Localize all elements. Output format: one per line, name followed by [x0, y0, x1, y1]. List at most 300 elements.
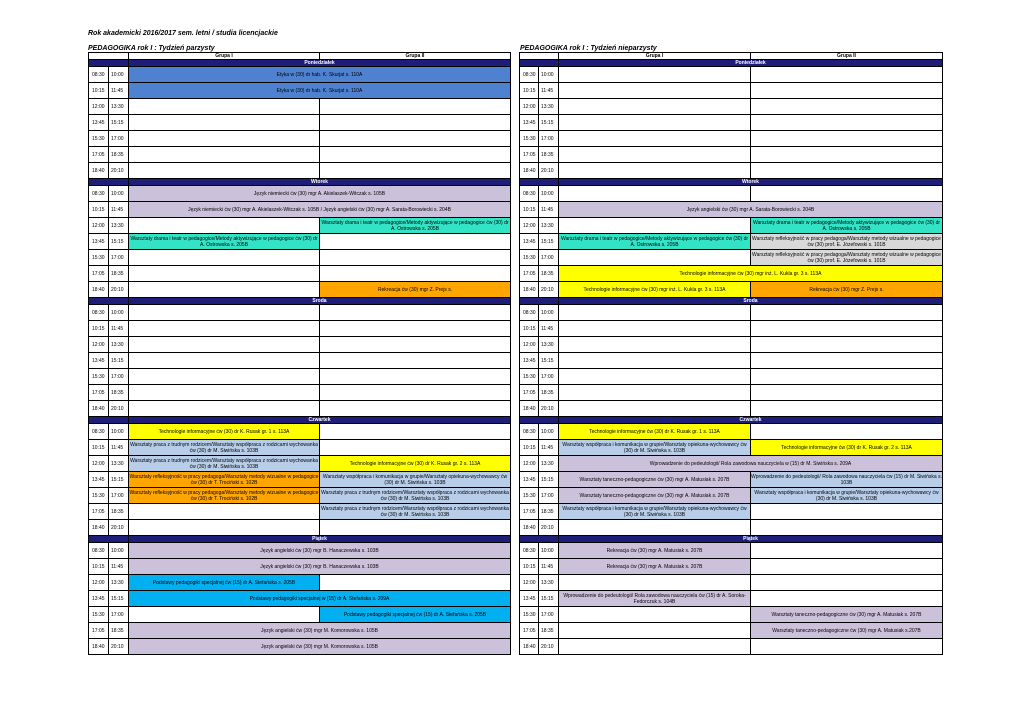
group-header: Grupa II: [320, 53, 511, 60]
empty-cell: [751, 575, 943, 591]
slot-end-time: 11:45: [539, 440, 559, 456]
slot-end-time: 17:00: [109, 488, 129, 504]
time-slot-row: [89, 369, 511, 385]
day-name: Środa: [559, 298, 943, 305]
class-cell: Warsztaty współpraca i komunikacja w grupie/Warsztaty opiekuna-wychowawcy ćw (30) dr M. Siwińska s. 103B: [751, 488, 943, 504]
slot-start-time: 17:05: [89, 385, 109, 401]
slot-end-time: 11:45: [109, 202, 129, 218]
slot-start-time: 08:30: [520, 186, 539, 202]
empty-cell: [559, 83, 751, 99]
time-slot-row: [89, 575, 511, 591]
empty-cell: [320, 337, 511, 353]
empty-cell: [320, 115, 511, 131]
slot-end-time: 20:10: [539, 401, 559, 417]
class-cell: Technologie informacyjne ćw (30) dr K. Rusak gr. 2 s. 113A: [751, 440, 943, 456]
empty-cell: [751, 115, 943, 131]
class-cell: Język angielski ćw (30) mgr B. Hanaczewska s. 103B: [129, 543, 511, 559]
schedule-table-odd: [519, 52, 943, 655]
time-slot-row: [89, 250, 511, 266]
empty-cell: [320, 575, 511, 591]
time-slot-row: [520, 99, 943, 115]
slot-end-time: 18:35: [539, 504, 559, 520]
slot-end-time: 13:30: [539, 337, 559, 353]
slot-start-time: 18:40: [89, 401, 109, 417]
time-slot-row: [520, 147, 943, 163]
time-slot-row: [89, 147, 511, 163]
time-slot-row: [520, 250, 943, 266]
time-slot-row: [520, 234, 943, 250]
day-name: Czwartek: [559, 417, 943, 424]
time-slot-row: [520, 369, 943, 385]
empty-cell: [751, 163, 943, 179]
day-header-row: [89, 298, 511, 305]
slot-start-time: 12:00: [89, 99, 109, 115]
time-slot-row: [520, 543, 943, 559]
slot-end-time: 20:10: [109, 282, 129, 298]
class-cell: Rekreacja ćw (30) mgr A. Matusiak s. 207B: [559, 559, 751, 575]
slot-start-time: 17:05: [89, 504, 109, 520]
time-slot-row: [89, 456, 511, 472]
time-slot-row: [520, 83, 943, 99]
slot-end-time: 13:30: [109, 575, 129, 591]
day-name: Środa: [129, 298, 511, 305]
slot-start-time: 15:30: [520, 250, 539, 266]
empty-cell: [129, 504, 320, 520]
empty-cell: [320, 131, 511, 147]
slot-end-time: 15:15: [109, 591, 129, 607]
document-title: Rok akademicki 2016/2017 sem. letni / studia licencjackie: [88, 30, 278, 37]
day-header-row: [520, 179, 943, 186]
class-cell: Wprowadzenie do pedeutologii/ Rola zawodowa nauczyciela ćw (15) dr M. Siwińska s. 103B: [751, 473, 942, 486]
time-slot-row: [89, 424, 511, 440]
slot-start-time: 12:00: [520, 575, 539, 591]
slot-end-time: 15:15: [539, 115, 559, 131]
time-slot-row: [520, 623, 943, 639]
day-name: Piątek: [129, 536, 511, 543]
slot-start-time: 17:05: [89, 147, 109, 163]
time-slot-row: [520, 321, 943, 337]
time-slot-row: [520, 424, 943, 440]
slot-end-time: 10:00: [109, 67, 129, 83]
slot-start-time: 12:00: [520, 99, 539, 115]
slot-end-time: 17:00: [539, 250, 559, 266]
day-name: Wtorek: [129, 179, 511, 186]
day-name: Czwartek: [129, 417, 511, 424]
time-slot-row: [89, 488, 511, 504]
empty-cell: [320, 163, 511, 179]
class-cell: Podstawy pedagogiki specjalnej w (15) dr A. Stefańska s. 209A: [129, 591, 511, 607]
slot-start-time: 08:30: [89, 186, 109, 202]
slot-end-time: 20:10: [109, 401, 129, 417]
slot-start-time: 15:30: [89, 131, 109, 147]
empty-cell: [320, 369, 511, 385]
time-slot-row: [520, 131, 943, 147]
slot-end-time: 15:15: [539, 353, 559, 369]
day-name: Wtorek: [559, 179, 943, 186]
class-cell: Wprowadzenie do pedeutologii/ Rola zawodowa nauczyciela ćw (15) dr A. Soroka-Fedorczuk s. 104B: [559, 591, 751, 607]
empty-cell: [320, 99, 511, 115]
day-bar-spacer: [89, 417, 129, 424]
group-header-row: [520, 53, 943, 60]
time-slot-row: [520, 504, 943, 520]
empty-cell: [751, 385, 943, 401]
class-cell: Język niemiecki ćw (30) mgr A. Akielaszek-Witczak s. 105B: [129, 186, 511, 202]
time-slot-row: [89, 591, 511, 607]
slot-start-time: 17:05: [520, 385, 539, 401]
empty-cell: [129, 218, 320, 234]
empty-cell: [129, 353, 320, 369]
time-header-cell: [89, 53, 129, 60]
day-name: Piątek: [559, 536, 943, 543]
empty-cell: [129, 401, 320, 417]
empty-cell: [320, 353, 511, 369]
slot-start-time: 10:15: [520, 321, 539, 337]
slot-end-time: 13:30: [539, 99, 559, 115]
empty-cell: [559, 305, 751, 321]
slot-start-time: 17:05: [520, 147, 539, 163]
time-slot-row: [89, 607, 511, 623]
time-slot-row: [89, 218, 511, 234]
day-bar-spacer: [520, 179, 559, 186]
slot-start-time: 10:15: [89, 559, 109, 575]
empty-cell: [320, 385, 511, 401]
slot-start-time: 17:05: [89, 623, 109, 639]
slot-start-time: 13:45: [89, 472, 109, 488]
time-slot-row: [520, 186, 943, 202]
class-cell: Rekreacja ćw (30) mgr Z. Prejs s.: [320, 282, 511, 298]
class-cell: Warsztaty taneczno-pedagogiczne ćw (30) mgr A. Matusiak s. 207B: [751, 607, 943, 623]
slot-end-time: 18:35: [109, 147, 129, 163]
empty-cell: [129, 337, 320, 353]
slot-end-time: 17:00: [539, 131, 559, 147]
slot-end-time: 18:35: [539, 147, 559, 163]
empty-cell: [320, 424, 511, 440]
class-cell: Warsztaty współpraca i komunikacja w grupie/Warsztaty opiekuna-wychowawcy ćw (30) dr M. Siwińska s. 103B: [559, 504, 751, 520]
slot-end-time: 11:45: [539, 559, 559, 575]
slot-start-time: 18:40: [520, 282, 539, 298]
day-header-row: [89, 179, 511, 186]
slot-end-time: 11:45: [109, 321, 129, 337]
empty-cell: [559, 163, 751, 179]
slot-start-time: 08:30: [520, 543, 539, 559]
slot-start-time: 08:30: [520, 305, 539, 321]
slot-end-time: 18:35: [109, 385, 129, 401]
empty-cell: [320, 305, 511, 321]
slot-start-time: 13:45: [520, 591, 539, 607]
class-cell: Technologie informacyjne ćw (30) dr K. Rusak gr. 1 s. 113A: [129, 424, 320, 440]
time-slot-row: [89, 353, 511, 369]
group-header-row: [89, 53, 511, 60]
class-cell: Rekreacja ćw (30) mgr Z. Prejs s.: [751, 282, 943, 298]
day-bar-spacer: [520, 536, 559, 543]
slot-end-time: 18:35: [539, 266, 559, 282]
slot-end-time: 11:45: [109, 559, 129, 575]
slot-end-time: 18:35: [109, 266, 129, 282]
slot-end-time: 17:00: [539, 369, 559, 385]
empty-cell: [751, 401, 943, 417]
slot-end-time: 18:35: [109, 504, 129, 520]
class-cell: Warsztaty drama i teatr w pedagogice/Metody aktywizujące w pedagogice ćw (30) dr A. Ostrowska s. 205B: [321, 219, 509, 232]
empty-cell: [129, 520, 320, 536]
time-slot-row: [89, 504, 511, 520]
time-slot-row: [89, 472, 511, 488]
slot-end-time: 20:10: [109, 639, 129, 655]
slot-start-time: 15:30: [520, 488, 539, 504]
slot-start-time: 08:30: [520, 424, 539, 440]
empty-cell: [320, 401, 511, 417]
time-slot-row: [89, 131, 511, 147]
class-cell: Podstawy pedagogiki specjalnej ćw (15) dr A. Stefańska s. 205B: [320, 607, 511, 623]
time-slot-row: [520, 353, 943, 369]
time-slot-row: [520, 472, 943, 488]
slot-start-time: 13:45: [520, 353, 539, 369]
group-header: Grupa I: [129, 53, 320, 60]
slot-start-time: 10:15: [520, 83, 539, 99]
time-slot-row: [89, 186, 511, 202]
slot-end-time: 17:00: [109, 369, 129, 385]
slot-start-time: 13:45: [89, 353, 109, 369]
slot-end-time: 18:35: [109, 623, 129, 639]
class-cell: Warsztaty taneczno-pedagogiczne ćw (30) mgr A. Matusiak s. 207B: [559, 488, 751, 504]
empty-cell: [751, 147, 943, 163]
empty-cell: [559, 353, 751, 369]
slot-end-time: 11:45: [539, 202, 559, 218]
time-slot-row: [520, 456, 943, 472]
day-bar-spacer: [89, 179, 129, 186]
time-slot-row: [520, 163, 943, 179]
empty-cell: [129, 99, 320, 115]
class-cell: Technologie informacyjne ćw (30) dr K. Rusak gr. 2 s. 113A: [320, 456, 511, 472]
schedule-table-even: [88, 52, 511, 655]
slot-end-time: 20:10: [539, 639, 559, 655]
slot-start-time: 13:45: [520, 472, 539, 488]
time-slot-row: [89, 337, 511, 353]
empty-cell: [559, 250, 751, 266]
slot-start-time: 12:00: [520, 218, 539, 234]
time-slot-row: [89, 202, 511, 218]
slot-start-time: 13:45: [520, 115, 539, 131]
slot-start-time: 18:40: [89, 639, 109, 655]
class-cell: Warsztaty współpraca i komunikacja w grupie/Warsztaty opiekuna-wychowawcy ćw (30) dr M. Siwińska s. 103B: [320, 472, 511, 488]
day-header-row: [89, 536, 511, 543]
empty-cell: [320, 250, 511, 266]
empty-cell: [559, 401, 751, 417]
slot-end-time: 17:00: [109, 250, 129, 266]
slot-end-time: 11:45: [109, 83, 129, 99]
empty-cell: [129, 282, 320, 298]
slot-end-time: 11:45: [539, 321, 559, 337]
slot-start-time: 13:45: [520, 234, 539, 250]
class-cell: Język angielski ćw (30) mgr M. Komorowska s. 105B: [129, 639, 511, 655]
empty-cell: [751, 305, 943, 321]
slot-end-time: 10:00: [539, 543, 559, 559]
class-cell: Warsztaty taneczno-pedagogiczne ćw (30) mgr A. Matusiak s.207B: [751, 623, 943, 639]
class-cell: Warsztaty drama i teatr w pedagogice/Metody aktywizujące w pedagogice ćw (30) dr A. Ostrowska s. 205B: [559, 234, 751, 250]
empty-cell: [751, 504, 943, 520]
slot-end-time: 13:30: [539, 456, 559, 472]
time-slot-row: [520, 282, 943, 298]
schedule-title-even: PEDAGOGIKA rok I : Tydzień parzysty: [88, 45, 215, 52]
slot-start-time: 08:30: [89, 305, 109, 321]
time-slot-row: [520, 266, 943, 282]
time-slot-row: [520, 385, 943, 401]
time-slot-row: [89, 543, 511, 559]
slot-start-time: 18:40: [520, 163, 539, 179]
empty-cell: [129, 305, 320, 321]
empty-cell: [559, 575, 751, 591]
day-bar-spacer: [89, 60, 129, 67]
time-slot-row: [520, 488, 943, 504]
empty-cell: [751, 99, 943, 115]
slot-start-time: 10:15: [520, 559, 539, 575]
time-slot-row: [520, 305, 943, 321]
empty-cell: [559, 218, 751, 234]
slot-start-time: 10:15: [89, 440, 109, 456]
slot-start-time: 18:40: [89, 163, 109, 179]
class-cell: Warsztaty współpraca i komunikacja w grupie/Warsztaty opiekuna-wychowawcy ćw (30) dr M. Siwińska s. 103B: [559, 440, 751, 456]
slot-start-time: 10:15: [89, 83, 109, 99]
slot-start-time: 18:40: [520, 639, 539, 655]
time-slot-row: [520, 218, 943, 234]
class-cell: Etyka w (30) dr hab. K. Skurjat s. 110A: [129, 67, 511, 83]
slot-end-time: 15:15: [539, 234, 559, 250]
empty-cell: [751, 520, 943, 536]
slot-start-time: 12:00: [89, 575, 109, 591]
slot-start-time: 10:15: [89, 202, 109, 218]
slot-end-time: 10:00: [539, 424, 559, 440]
slot-start-time: 18:40: [520, 401, 539, 417]
class-cell: Język angielski ćw (30) mgr B. Hanaczewska s. 103B: [129, 559, 511, 575]
slot-start-time: 12:00: [520, 456, 539, 472]
day-bar-spacer: [89, 298, 129, 305]
time-slot-row: [520, 559, 943, 575]
slot-start-time: 10:15: [520, 202, 539, 218]
slot-end-time: 13:30: [539, 575, 559, 591]
empty-cell: [559, 369, 751, 385]
slot-end-time: 20:10: [109, 163, 129, 179]
empty-cell: [559, 186, 751, 202]
time-slot-row: [520, 115, 943, 131]
empty-cell: [129, 266, 320, 282]
time-slot-row: [89, 234, 511, 250]
time-slot-row: [89, 83, 511, 99]
slot-start-time: 10:15: [89, 321, 109, 337]
slot-end-time: 10:00: [539, 67, 559, 83]
slot-start-time: 08:30: [89, 424, 109, 440]
slot-start-time: 18:40: [89, 282, 109, 298]
class-cell: Język angielski ćw (30) mgr A. Sarata-Borowiecki s. 204B: [559, 202, 943, 218]
empty-cell: [129, 321, 320, 337]
slot-start-time: 12:00: [520, 337, 539, 353]
time-slot-row: [89, 401, 511, 417]
slot-end-time: 20:10: [539, 520, 559, 536]
empty-cell: [559, 147, 751, 163]
slot-end-time: 10:00: [109, 543, 129, 559]
slot-end-time: 13:30: [109, 218, 129, 234]
slot-end-time: 11:45: [539, 83, 559, 99]
day-name: Poniedziałek: [129, 60, 511, 67]
class-cell: Etyka w (30) dr hab. K. Skurjat s. 110A: [129, 83, 511, 99]
empty-cell: [559, 607, 751, 623]
class-cell: Język angielski ćw (30) mgr M. Komorowska s. 105B: [129, 623, 511, 639]
time-slot-row: [520, 575, 943, 591]
class-cell: Podstawy pedagogiki specjalnej ćw (15) dr A. Stefańska s. 205B: [129, 575, 320, 591]
slot-start-time: 17:05: [520, 623, 539, 639]
empty-cell: [751, 639, 943, 655]
empty-cell: [129, 163, 320, 179]
class-cell: Warsztaty refleksyjność w pracy pedagoga/Warsztaty metody wizualne w pedagogice ćw (30) dr T. Trociński s. 102B: [129, 473, 319, 486]
class-cell: Warsztaty drama i teatr w pedagogice/Metody aktywizujące w pedagogice ćw (30) dr A. Ostrowska s. 205B: [751, 218, 943, 234]
time-slot-row: [89, 520, 511, 536]
empty-cell: [751, 424, 943, 440]
slot-start-time: 17:05: [520, 504, 539, 520]
empty-cell: [129, 115, 320, 131]
time-slot-row: [89, 266, 511, 282]
slot-start-time: 15:30: [89, 607, 109, 623]
slot-start-time: 15:30: [520, 131, 539, 147]
empty-cell: [129, 607, 320, 623]
time-slot-row: [89, 163, 511, 179]
group-header: Grupa I: [559, 53, 751, 60]
empty-cell: [320, 321, 511, 337]
slot-end-time: 10:00: [109, 305, 129, 321]
time-slot-row: [520, 440, 943, 456]
day-bar-spacer: [520, 60, 559, 67]
day-bar-spacer: [520, 298, 559, 305]
slot-start-time: 12:00: [89, 218, 109, 234]
time-slot-row: [520, 591, 943, 607]
class-cell: Technologie informacyjne ćw (30) dr K. Rusak gr. 1 s. 113A: [559, 424, 751, 440]
empty-cell: [751, 337, 943, 353]
time-slot-row: [520, 607, 943, 623]
empty-cell: [559, 520, 751, 536]
empty-cell: [129, 369, 320, 385]
empty-cell: [129, 385, 320, 401]
time-slot-row: [520, 639, 943, 655]
slot-end-time: 17:00: [109, 131, 129, 147]
class-cell: Warsztaty refleksyjność w pracy pedagoga/Warsztaty metody wizualne w pedagogice ćw (30) prof. E. Józefowski s. 101B: [752, 251, 941, 264]
time-slot-row: [89, 99, 511, 115]
slot-end-time: 15:15: [539, 472, 559, 488]
slot-start-time: 18:40: [520, 520, 539, 536]
class-cell: Technologie informacyjne ćw (30) mgr inż. L. Kukla gr. 3 s. 113A: [559, 282, 751, 298]
slot-start-time: 18:40: [89, 520, 109, 536]
class-cell: Warsztaty praca z trudnym rodzicem/Warsztaty współpraca z rodzicami wychowanka ćw (30) dr M. Siwińska s. 103B: [321, 505, 509, 518]
class-cell: Język niemiecki ćw (30) mgr A. Akielaszek-Witczak s. 105B / Język angielski ćw (30) mgr A. Sarata-Borowiecki s. 204B: [129, 202, 511, 218]
class-cell: Warsztaty refleksyjność w pracy pedagoga/Warsztaty metody wizualne w pedagogice ćw (30) dr T. Trociński s. 102B: [129, 489, 319, 502]
empty-cell: [320, 147, 511, 163]
empty-cell: [559, 67, 751, 83]
empty-cell: [320, 520, 511, 536]
class-cell: Warsztaty praca z trudnym rodzicem/Warsztaty współpraca z rodzicami wychowanka ćw (30) dr M. Siwińska s. 103B: [321, 489, 509, 502]
time-slot-row: [89, 639, 511, 655]
slot-end-time: 10:00: [109, 186, 129, 202]
day-header-row: [520, 298, 943, 305]
empty-cell: [751, 369, 943, 385]
slot-start-time: 15:30: [89, 488, 109, 504]
slot-start-time: 17:05: [520, 266, 539, 282]
time-slot-row: [520, 401, 943, 417]
time-header-cell: [520, 53, 559, 60]
empty-cell: [751, 559, 943, 575]
slot-end-time: 20:10: [109, 520, 129, 536]
time-slot-row: [520, 202, 943, 218]
day-header-row: [89, 60, 511, 67]
empty-cell: [559, 385, 751, 401]
time-slot-row: [520, 520, 943, 536]
time-slot-row: [89, 67, 511, 83]
slot-start-time: 08:30: [520, 67, 539, 83]
